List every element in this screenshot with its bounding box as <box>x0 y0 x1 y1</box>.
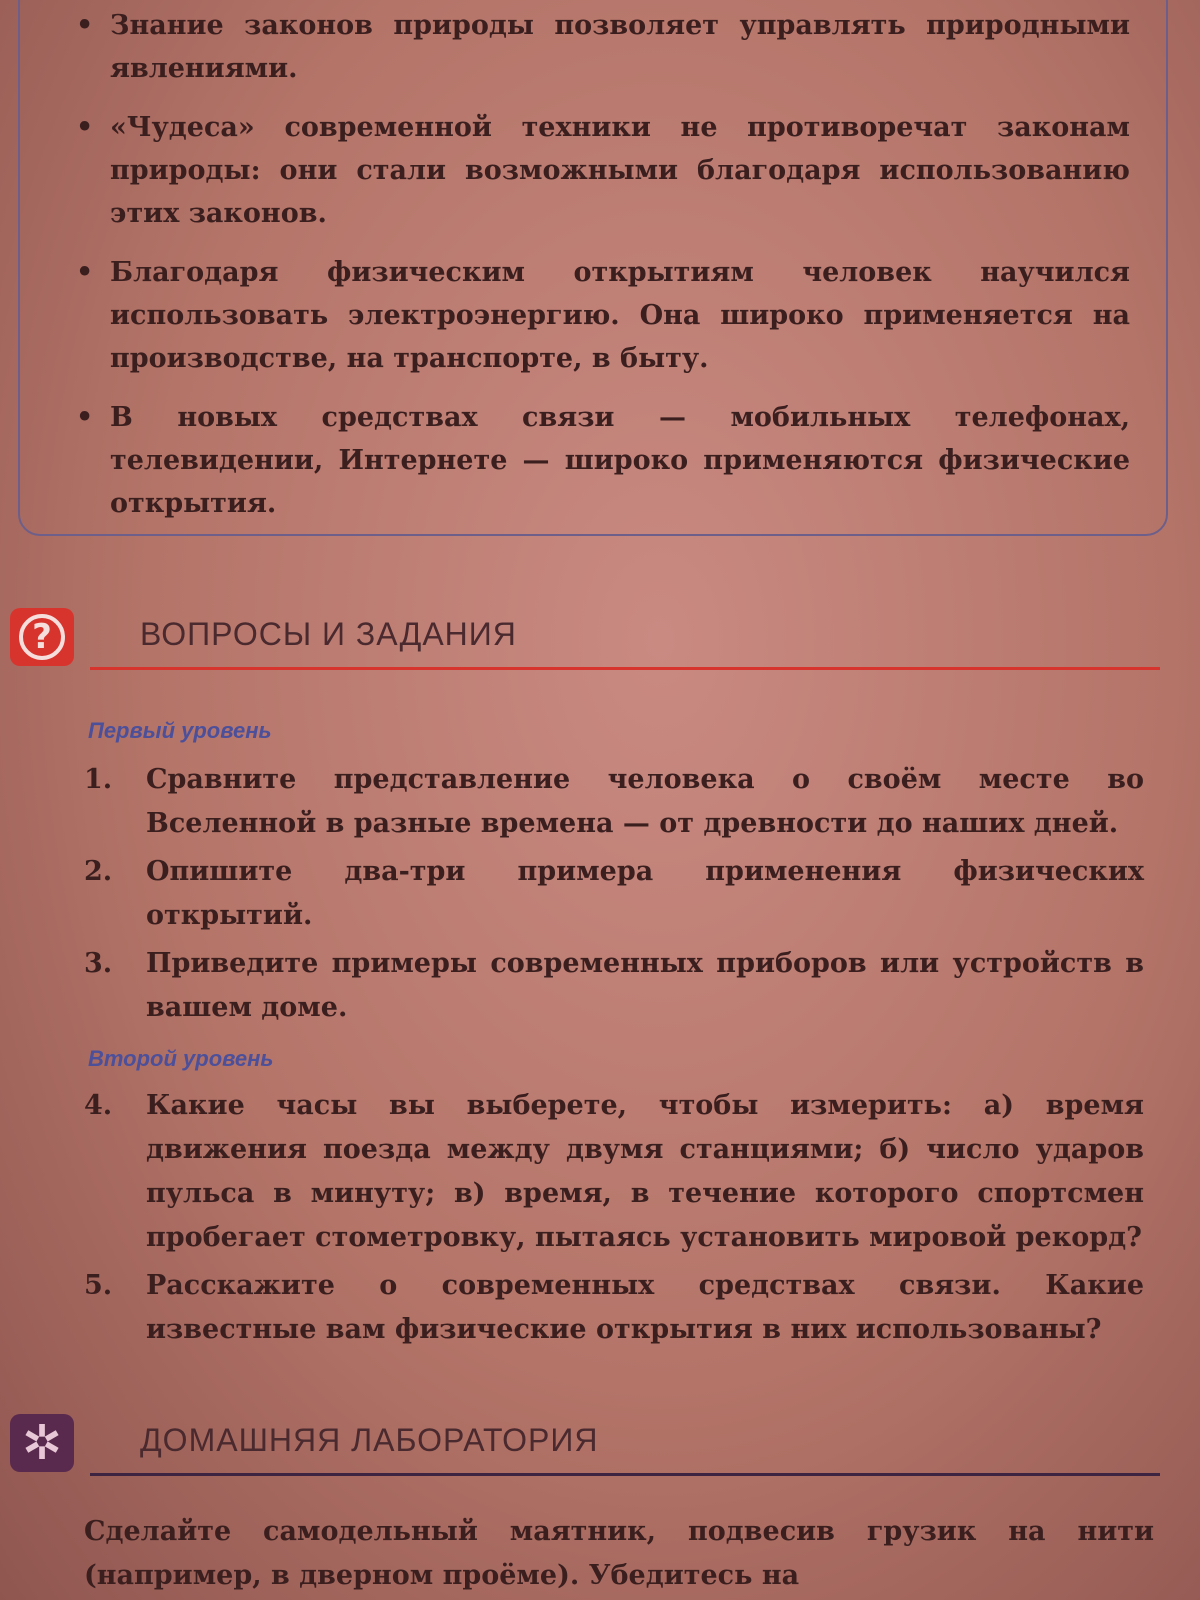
bullet-icon: • <box>76 112 94 143</box>
task-number: 3. <box>84 948 113 979</box>
summary-list <box>70 4 1130 541</box>
lab-text: Сделайте самодельный маятник, подвесив грузик на нити (например, в дверном проёме). Убедитесь на <box>84 1516 1154 1591</box>
bullet-text: Знание законов природы позволяет управлять природными явлениями. <box>110 10 1130 84</box>
lab-header <box>10 1414 1160 1476</box>
section-divider <box>90 667 1160 670</box>
task-item <box>84 1084 1144 1260</box>
bullet-icon: • <box>76 257 94 288</box>
task-text: Приведите примеры современных приборов или устройств в вашем доме. <box>146 948 1144 1023</box>
list-item <box>70 106 1130 235</box>
task-number: 5. <box>84 1270 113 1301</box>
task-text: Расскажите о современных средствах связи. Какие известные вам физические открытия в них использованы? <box>146 1270 1144 1345</box>
bullet-text: Благодаря физическим открытиям человек научился использовать электроэнергию. Она широко применяется на производстве, на транспорте, в быту. <box>110 257 1130 374</box>
task-text: Какие часы вы выберете, чтобы измерить: а) время движения поезда между двумя станциями; б) число ударов пульса в минуту; в) время, в течение которого спортсмен пробегает стометровку, пытаясь установить мировой рекорд? <box>146 1090 1144 1253</box>
bullet-text: В новых средствах связи — мобильных телефонах, телевидении, Интернете — широко применяются физические открытия. <box>110 402 1130 519</box>
summary-box <box>18 0 1168 536</box>
level-heading: Второй уровень <box>88 1046 274 1071</box>
section-title: ДОМАШНЯЯ ЛАБОРАТОРИЯ <box>140 1422 599 1458</box>
questions-header <box>10 608 1160 670</box>
level-heading: Первый уровень <box>88 718 272 743</box>
list-item <box>70 396 1130 525</box>
section-divider <box>90 1473 1160 1476</box>
bullet-text: «Чудеса» современной техники не противоречат законам природы: они стали возможными благодаря использованию этих законов. <box>110 112 1130 229</box>
list-item <box>70 251 1130 380</box>
task-number: 4. <box>84 1090 113 1121</box>
task-item <box>84 1264 1144 1352</box>
task-list-level2 <box>84 1084 1144 1356</box>
task-number: 1. <box>84 764 113 795</box>
bullet-icon: • <box>76 402 94 433</box>
task-text: Опишите два-три примера применения физических открытий. <box>146 856 1144 931</box>
task-number: 2. <box>84 856 113 887</box>
task-list-level1 <box>84 758 1144 1034</box>
section-title: ВОПРОСЫ И ЗАДАНИЯ <box>140 616 517 652</box>
list-item <box>70 4 1130 90</box>
bullet-icon: • <box>76 10 94 41</box>
lab-puzzle-icon: ✲ <box>10 1414 74 1472</box>
task-item <box>84 758 1144 846</box>
task-item <box>84 850 1144 938</box>
task-text: Сравните представление человека о своём месте во Вселенной в разные времена — от древности до наших дней. <box>146 764 1144 839</box>
task-item <box>84 942 1144 1030</box>
question-mark-icon: ? <box>10 608 74 666</box>
